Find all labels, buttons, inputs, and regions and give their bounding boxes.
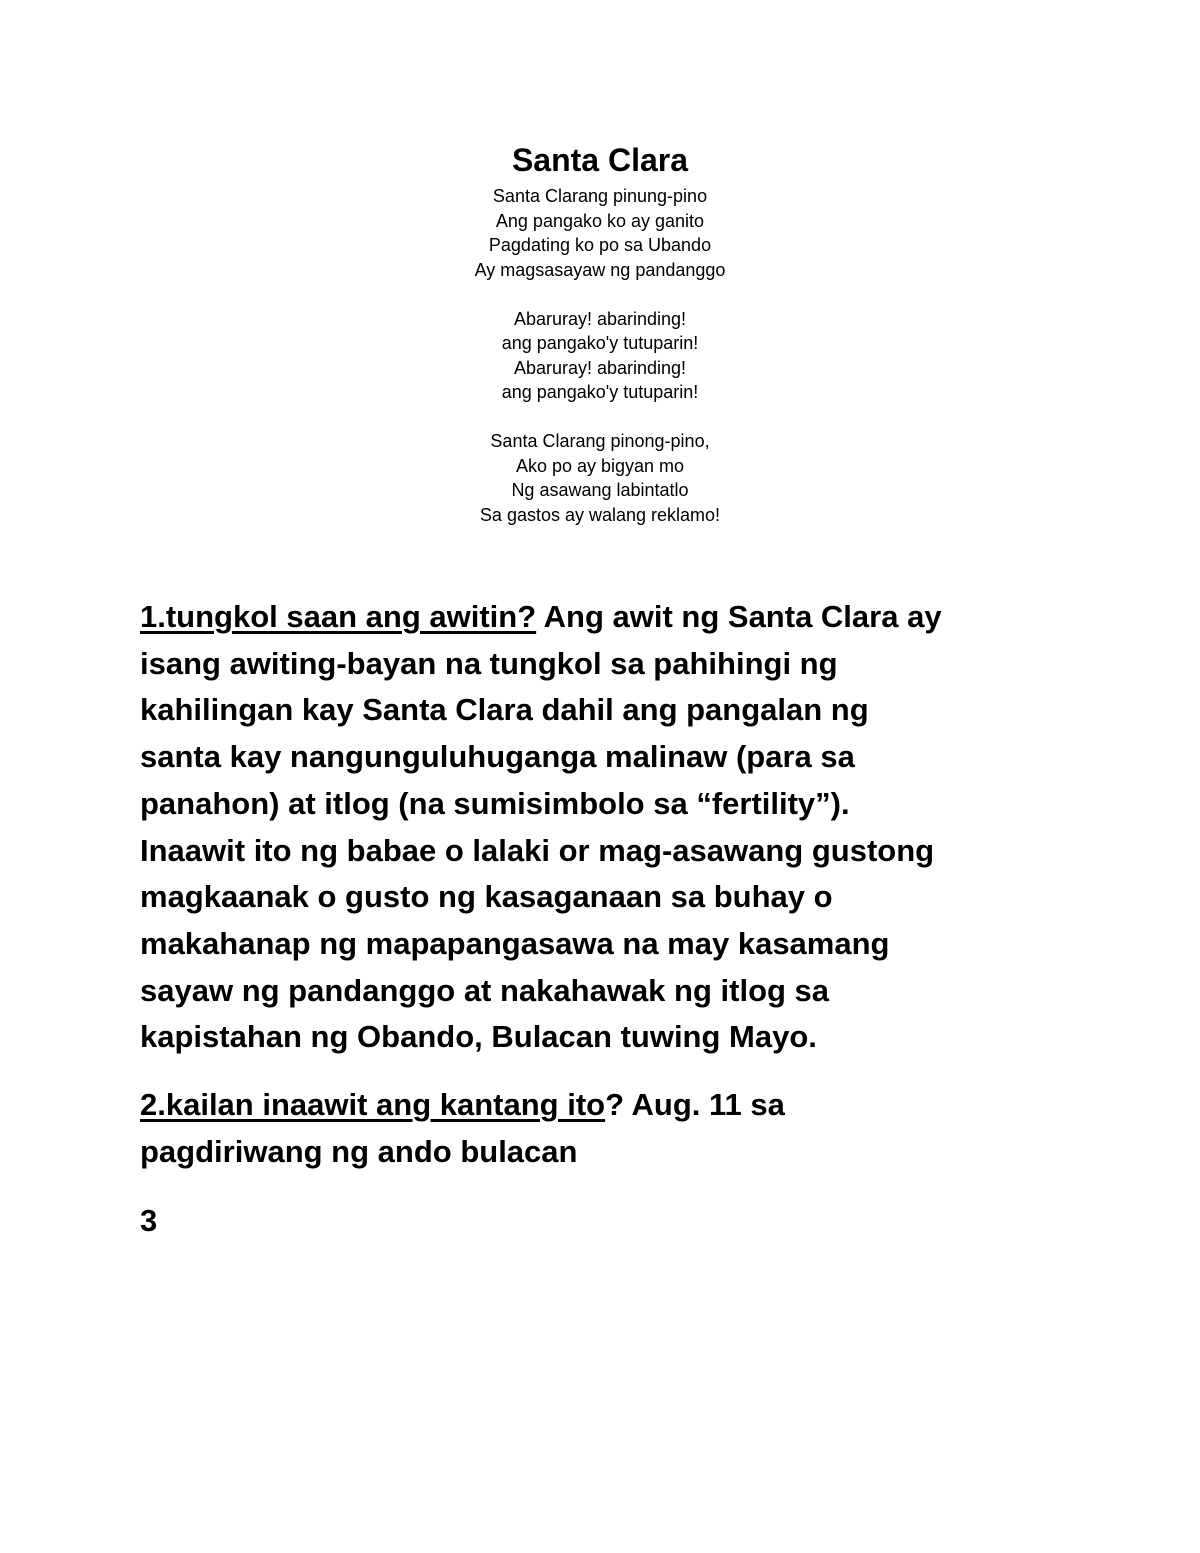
question-2-text: 2.kailan inaawit ang kantang ito: [140, 1087, 606, 1122]
song-lyrics: [0, 184, 1200, 552]
lyric-line: Ako po ay bigyan mo: [515, 455, 685, 476]
lyric-line: Ng asawang labintatlo: [511, 480, 689, 500]
lyric-line: Ay magsasayaw ng pandanggo: [474, 259, 726, 280]
lyric-line: Sa gastos ay walang reklamo!: [479, 504, 721, 525]
answer-line: makahanap ng mapapangasawa na may kasamang: [140, 925, 890, 961]
answer-line: sayaw ng pandanggo at nakahawak ng itlog sa: [140, 972, 830, 1008]
answer-line: pagdiriwang ng ando bulacan: [140, 1133, 578, 1169]
lyric-line: Pagdating ko po sa Ubando: [488, 235, 712, 255]
answer-line: kahilingan kay Santa Clara dahil ang pangalan ng: [140, 692, 869, 728]
lyric-line: Ang pangako ko ay ganito: [495, 210, 705, 231]
answer-line: [140, 594, 1080, 641]
answer-2-start: ? Aug. 11 sa: [605, 1087, 785, 1122]
lyric-line: Abaruray! abarinding!: [513, 357, 687, 378]
stanza-2: [0, 307, 1200, 405]
answer-line: panahon) at itlog (na sumisimbolo sa “fertility”).: [140, 785, 850, 821]
lyric-line: Santa Clarang pinung-pino: [492, 186, 708, 206]
stanza-3: [0, 429, 1200, 527]
answer-line: [140, 1082, 1080, 1129]
answer-1-start: Ang awit ng Santa Clara ay: [536, 599, 942, 634]
answer-line: Inaawit ito ng babae o lalaki or mag-asawang gustong: [140, 832, 935, 868]
answer-line: magkaanak o gusto ng kasaganaan sa buhay o: [140, 879, 833, 915]
song-title: Santa Clara: [511, 142, 689, 178]
answer-line: kapistahan ng Obando, Bulacan tuwing Mayo.: [140, 1019, 817, 1055]
stanza-1: [0, 184, 1200, 282]
lyric-line: ang pangako'y tutuparin!: [501, 333, 699, 353]
lyric-line: Abaruray! abarinding!: [513, 308, 687, 329]
answer-line: isang awiting-bayan na tungkol sa pahihingi ng: [140, 645, 838, 681]
lyric-line: Santa Clarang pinong-pino,: [490, 431, 710, 451]
lyric-line: ang pangako'y tutuparin!: [501, 382, 699, 402]
item-number-3: 3: [140, 1203, 158, 1238]
question-2: [140, 1082, 1080, 1175]
question-1-text: 1.tungkol saan ang awitin?: [140, 599, 537, 634]
question-1: [140, 594, 1080, 1061]
answer-line: santa kay nangunguluhuganga malinaw (para sa: [140, 739, 855, 775]
